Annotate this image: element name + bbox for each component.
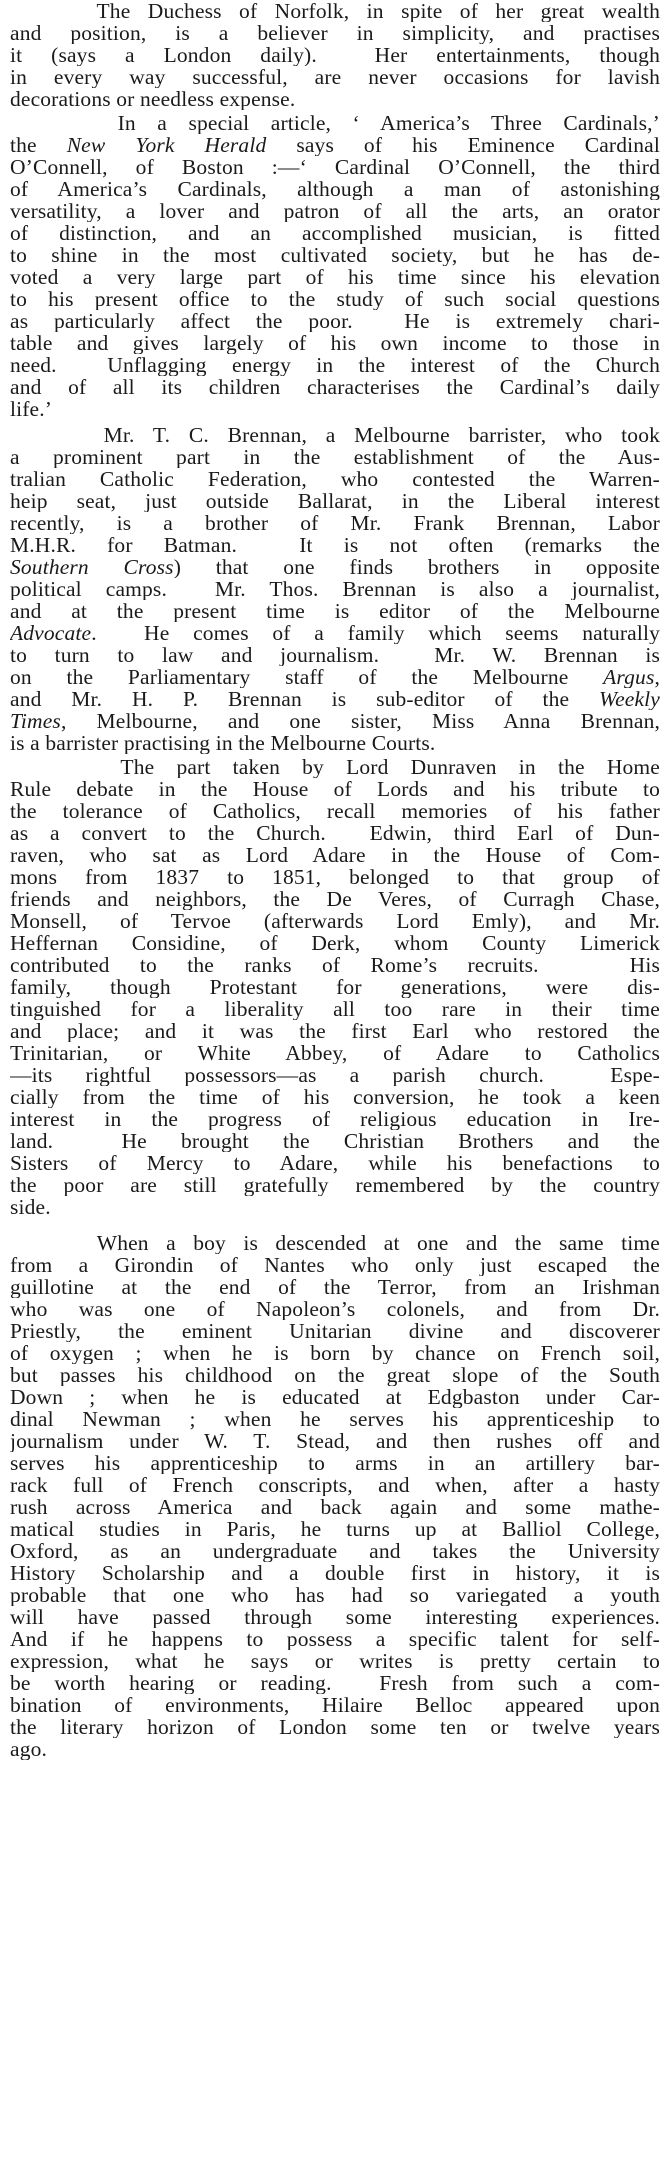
text-line: The part taken by Lord Dunraven in the Home (10, 756, 660, 778)
text-line: Advocate. He comes of a family which seems naturally (10, 622, 660, 644)
paragraph-cardinals (10, 112, 660, 420)
text-line: Priestly, the eminent Unitarian divine and discoverer (10, 1320, 660, 1342)
text-line: in every way successful, are never occasions for lavish (10, 66, 660, 88)
text-line: as particularly affect the poor. He is extremely chari- (10, 310, 660, 332)
text-line: and of all its children characterises the Cardinal’s daily (10, 376, 660, 398)
text-line: —its rightful possessors—as a parish church. Espe- (10, 1064, 660, 1086)
text-line: Down ; when he is educated at Edgbaston under Car- (10, 1386, 660, 1408)
text-line: contributed to the ranks of Rome’s recruits. His (10, 954, 660, 976)
text-line: side. (10, 1196, 51, 1218)
text-line: Trinitarian, or White Abbey, of Adare to Catholics (10, 1042, 660, 1064)
text-line: the poor are still gratefully remembered by the country (10, 1174, 660, 1196)
text-line: probable that one who has had so variegated a youth (10, 1584, 660, 1606)
text-line: O’Connell, of Boston :—‘ Cardinal O’Connell, the third (10, 156, 660, 178)
text-line: of distinction, and an accomplished musician, is fitted (10, 222, 660, 244)
text-line: but passes his childhood on the great slope of the South (10, 1364, 660, 1386)
text-line: heip seat, just outside Ballarat, in the Liberal interest (10, 490, 660, 512)
text-line: be worth hearing or reading. Fresh from such a com- (10, 1672, 660, 1694)
text-line: of America’s Cardinals, although a man of astonishing (10, 178, 660, 200)
text-line: the New York Herald says of his Eminence Cardinal (10, 134, 660, 156)
text-line: bination of environments, Hilaire Belloc appeared upon (10, 1694, 660, 1716)
text-line: to shine in the most cultivated society, but he has de- (10, 244, 660, 266)
publication-title: Southern Cross (10, 556, 174, 578)
text-line: land. He brought the Christian Brothers and the (10, 1130, 660, 1152)
text-line: to turn to law and journalism. Mr. W. Brennan is (10, 644, 660, 666)
text-line: When a boy is descended at one and the same time (10, 1232, 660, 1254)
text-line: is a barrister practising in the Melbourne Courts. (10, 732, 436, 754)
text-line: Times, Melbourne, and one sister, Miss Anna Brennan, (10, 710, 660, 732)
text-line: Sisters of Mercy to Adare, while his benefactions to (10, 1152, 660, 1174)
paragraph-belloc (10, 1232, 660, 1760)
text-line: guillotine at the end of the Terror, from an Irishman (10, 1276, 660, 1298)
text-line: tralian Catholic Federation, who contested the Warren- (10, 468, 660, 490)
text-line: Heffernan Considine, of Derk, whom County Limerick (10, 932, 660, 954)
text-line: table and gives largely of his own income to those in (10, 332, 660, 354)
text-line: and at the present time is editor of the Melbourne (10, 600, 660, 622)
text-line: versatility, a lover and patron of all the arts, an orator (10, 200, 660, 222)
paragraph-brennan (10, 424, 660, 754)
paragraph-dunraven (10, 756, 660, 1218)
text-line: a prominent part in the establishment of the Aus- (10, 446, 660, 468)
text-line: expression, what he says or writes is pretty certain to (10, 1650, 660, 1672)
text-line: political camps. Mr. Thos. Brennan is also a journalist, (10, 578, 660, 600)
publication-title: Times (10, 710, 61, 732)
text-line: as a convert to the Church. Edwin, third Earl of Dun- (10, 822, 660, 844)
publication-title: Argus (603, 666, 655, 688)
text-line: life.’ (10, 398, 53, 420)
text-line: family, though Protestant for generations, were dis- (10, 976, 660, 998)
text-line: recently, is a brother of Mr. Frank Brennan, Labor (10, 512, 660, 534)
text-line: the literary horizon of London some ten or twelve years (10, 1716, 660, 1738)
text-line: serves his apprenticeship to arms in an artillery bar- (10, 1452, 660, 1474)
text-line: rush across America and back again and some mathe- (10, 1496, 660, 1518)
paragraph-duchess (10, 0, 660, 110)
text-line: to his present office to the study of such social questions (10, 288, 660, 310)
publication-title: Weekly (599, 688, 660, 710)
text-line: rack full of French conscripts, and when, after a hasty (10, 1474, 660, 1496)
text-line: tinguished for a liberality all too rare in their time (10, 998, 660, 1020)
text-line: And if he happens to possess a specific talent for self- (10, 1628, 660, 1650)
text-line: will have passed through some interesting experiences. (10, 1606, 660, 1628)
text-line: the tolerance of Catholics, recall memories of his father (10, 800, 660, 822)
text-line: Oxford, as an undergraduate and takes the University (10, 1540, 660, 1562)
text-line: voted a very large part of his time since his elevation (10, 266, 660, 288)
text-line: cially from the time of his conversion, he took a keen (10, 1086, 660, 1108)
text-line: mons from 1837 to 1851, belonged to that group of (10, 866, 660, 888)
text-line: and Mr. H. P. Brennan is sub-editor of the Weekly (10, 688, 660, 710)
text-line: The Duchess of Norfolk, in spite of her great wealth (10, 0, 660, 22)
text-line: dinal Newman ; when he serves his apprenticeship to (10, 1408, 660, 1430)
text-line: Rule debate in the House of Lords and his tribute to (10, 778, 660, 800)
text-line: friends and neighbors, the De Veres, of Curragh Chase, (10, 888, 660, 910)
text-line: from a Girondin of Nantes who only just escaped the (10, 1254, 660, 1276)
text-line: who was one of Napoleon’s colonels, and from Dr. (10, 1298, 660, 1320)
text-line: In a special article, ‘ America’s Three Cardinals,’ (10, 112, 660, 134)
text-line: ago. (10, 1738, 48, 1760)
text-line: Southern Cross) that one finds brothers in opposite (10, 556, 660, 578)
text-line: need. Unflagging energy in the interest of the Church (10, 354, 660, 376)
text-line: and position, is a believer in simplicity, and practises (10, 22, 660, 44)
publication-title: New York Herald (66, 134, 267, 156)
text-line: journalism under W. T. Stead, and then rushes off and (10, 1430, 660, 1452)
text-line: decorations or needless expense. (10, 88, 296, 110)
text-line: interest in the progress of religious education in Ire- (10, 1108, 660, 1130)
text-line: matical studies in Paris, he turns up at Balliol College, (10, 1518, 660, 1540)
text-line: History Scholarship and a double first in history, it is (10, 1562, 660, 1584)
text-line: Monsell, of Tervoe (afterwards Lord Emly), and Mr. (10, 910, 660, 932)
publication-title: Advocate (10, 622, 92, 644)
article-column (10, 0, 660, 1760)
paragraph-gap (10, 1218, 660, 1232)
text-line: and place; and it was the first Earl who restored the (10, 1020, 660, 1042)
text-line: of oxygen ; when he is born by chance on French soil, (10, 1342, 660, 1364)
text-line: M.H.R. for Batman. It is not often (remarks the (10, 534, 660, 556)
text-line: raven, who sat as Lord Adare in the House of Com- (10, 844, 660, 866)
text-line: it (says a London daily). Her entertainments, though (10, 44, 660, 66)
text-line: on the Parliamentary staff of the Melbourne Argus, (10, 666, 660, 688)
text-line: Mr. T. C. Brennan, a Melbourne barrister, who took (10, 424, 660, 446)
